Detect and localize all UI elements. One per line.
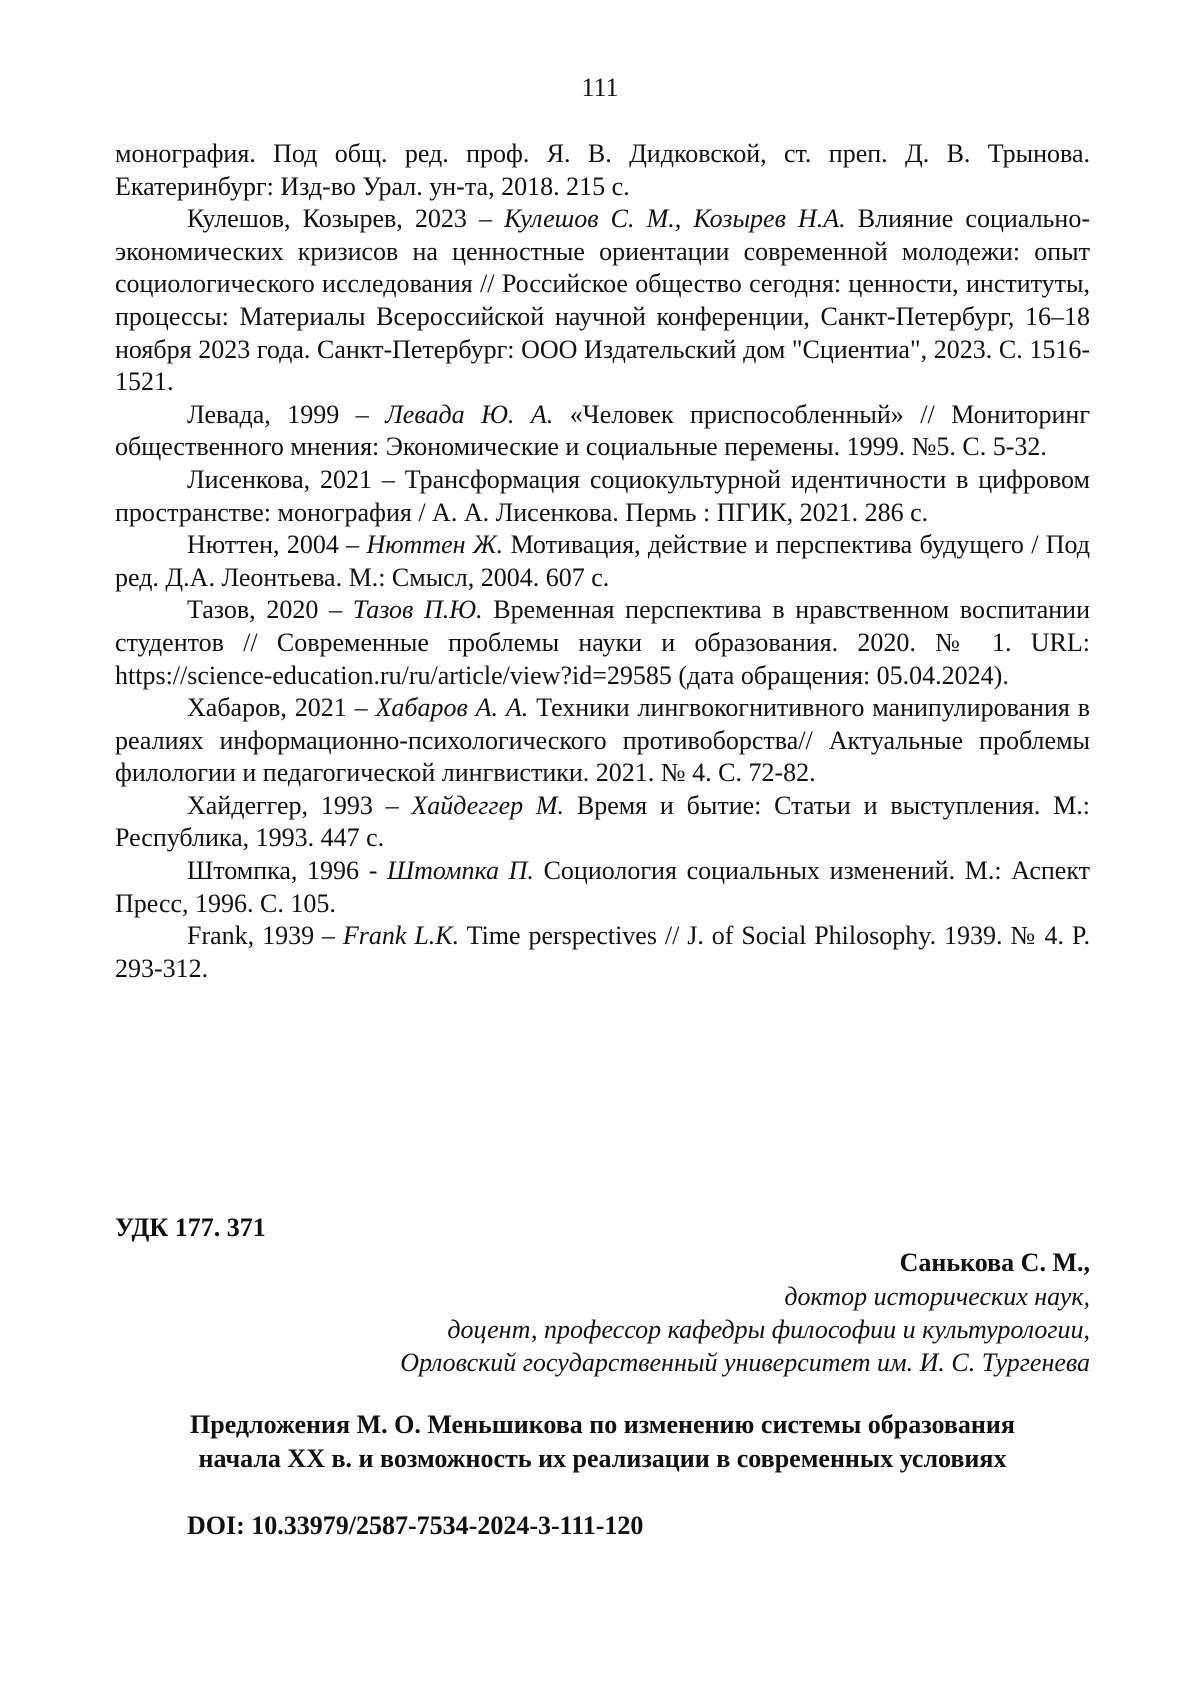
reference-lead: Тазов, 2020 – [187,595,353,625]
page-number: 111 [581,73,619,102]
reference-author: Кулешов С. М., Козырев Н.А. [504,204,846,234]
reference-rest: «Человек приспособленный» // Мониторинг общественного мнения: Экономические и социальные перемены. 1999. №5. С. 5-32. [115,399,1090,462]
article-title-line: Предложения М. О. Меньшикова по изменению системы образования [190,1410,1015,1439]
reference-author: Frank L.K. [342,921,460,951]
reference-author: Хабаров А. А. [375,693,529,723]
reference-author: Штомпка П. [387,856,534,886]
reference-author: Тазов П.Ю. [352,595,483,625]
reference-item-nutten [115,529,1090,594]
reference-lead: Кулешов, Козырев, 2023 – [187,204,505,234]
reference-rest: Time perspectives // J. of Social Philosophy. 1939. № 4. P. 293-312. [115,921,1090,983]
reference-lead: Лисенкова, 2021 – Трансформация социокультурной идентичности в цифровом пространстве: монография / А. А. Лисенкова. Пермь : ПГИК, 2021. 286 с. [115,464,1090,527]
reference-lead: Нюттен, 2004 – [187,530,367,560]
article-title-line: начала XX в. и возможность их реализации в современных условиях [198,1444,1007,1473]
reference-item-frank [115,920,1090,985]
reference-item-continuation [115,138,1090,203]
reference-rest: Мотивация, действие и перспектива будущего / Под ред. Д.А. Леонтьева. М.: Смысл, 2004. 607 с. [115,530,1090,592]
reference-lead: Штомпка, 1996 - [187,856,387,886]
reference-rest: Социология социальных изменений. М.: Аспект Пресс, 1996. С. 105. [115,856,1090,918]
reference-rest: Временная перспектива в нравственном воспитании студентов // Современные проблемы науки и образования. 2020. № 1. URL: https://science-education.ru/ru/article/view?id=29585 (дата обращения: 05.04.2024). [115,595,1090,690]
reference-item-kuleshov [115,203,1090,399]
reference-item-shtompka [115,855,1090,920]
udc-code: УДК 177. 371 [115,1213,266,1242]
reference-list [115,138,1090,985]
reference-lead: Frank, 1939 – [187,921,343,951]
reference-item-heidegger [115,790,1090,855]
reference-item-levada [115,399,1090,464]
author-degree: доктор исторических наук, [784,1282,1090,1311]
reference-rest: Влияние социально-экономических кризисов на ценностные ориентации современной молодежи: опыт социологического исследования // Российское общество сегодня: ценности, институты, процессы: Материалы Всероссийской научной конференции, Санкт-Петербург, 16–18 ноября 2023 года. Санкт-Петербург: ООО Издательский дом "Сциентиа", 2023. С. 1516-1521. [115,204,1090,397]
reference-author: Нюттен Ж. [366,530,504,560]
reference-item-lisenkova [115,464,1090,529]
author-block [190,1246,1090,1379]
reference-item-khabarov [115,692,1090,790]
author-name: Санькова С. М., [899,1248,1090,1277]
reference-text: монография. Под общ. ред. проф. Я. В. Дидковской, ст. преп. Д. В. Трынова. Екатеринбург: Изд-во Урал. ун-та, 2018. 215 с. [115,139,1090,201]
reference-lead: Левада, 1999 – [187,399,386,429]
reference-item-tazov [115,594,1090,692]
article-doi: DOI: 10.33979/2587-7534-2024-3-111-120 [187,1511,644,1540]
reference-lead: Хайдеггер, 1993 – [187,790,412,820]
author-affiliation: Орловский государственный университет им. И. С. Тургенева [400,1348,1090,1377]
reference-author: Хайдеггер М. [411,790,565,820]
reference-lead: Хабаров, 2021 – [187,693,376,723]
author-position: доцент, профессор кафедры философии и культурологии, [447,1315,1090,1344]
reference-author: Левада Ю. А. [385,399,554,429]
reference-rest: Техники лингвокогнитивного манипулирования в реалиях информационно-психологического противоборства// Актуальные проблемы филологии и педагогической лингвистики. 2021. № 4. С. 72-82. [115,693,1090,788]
reference-rest: Время и бытие: Статьи и выступления. М.: Республика, 1993. 447 с. [115,790,1090,853]
article-title [115,1408,1090,1476]
